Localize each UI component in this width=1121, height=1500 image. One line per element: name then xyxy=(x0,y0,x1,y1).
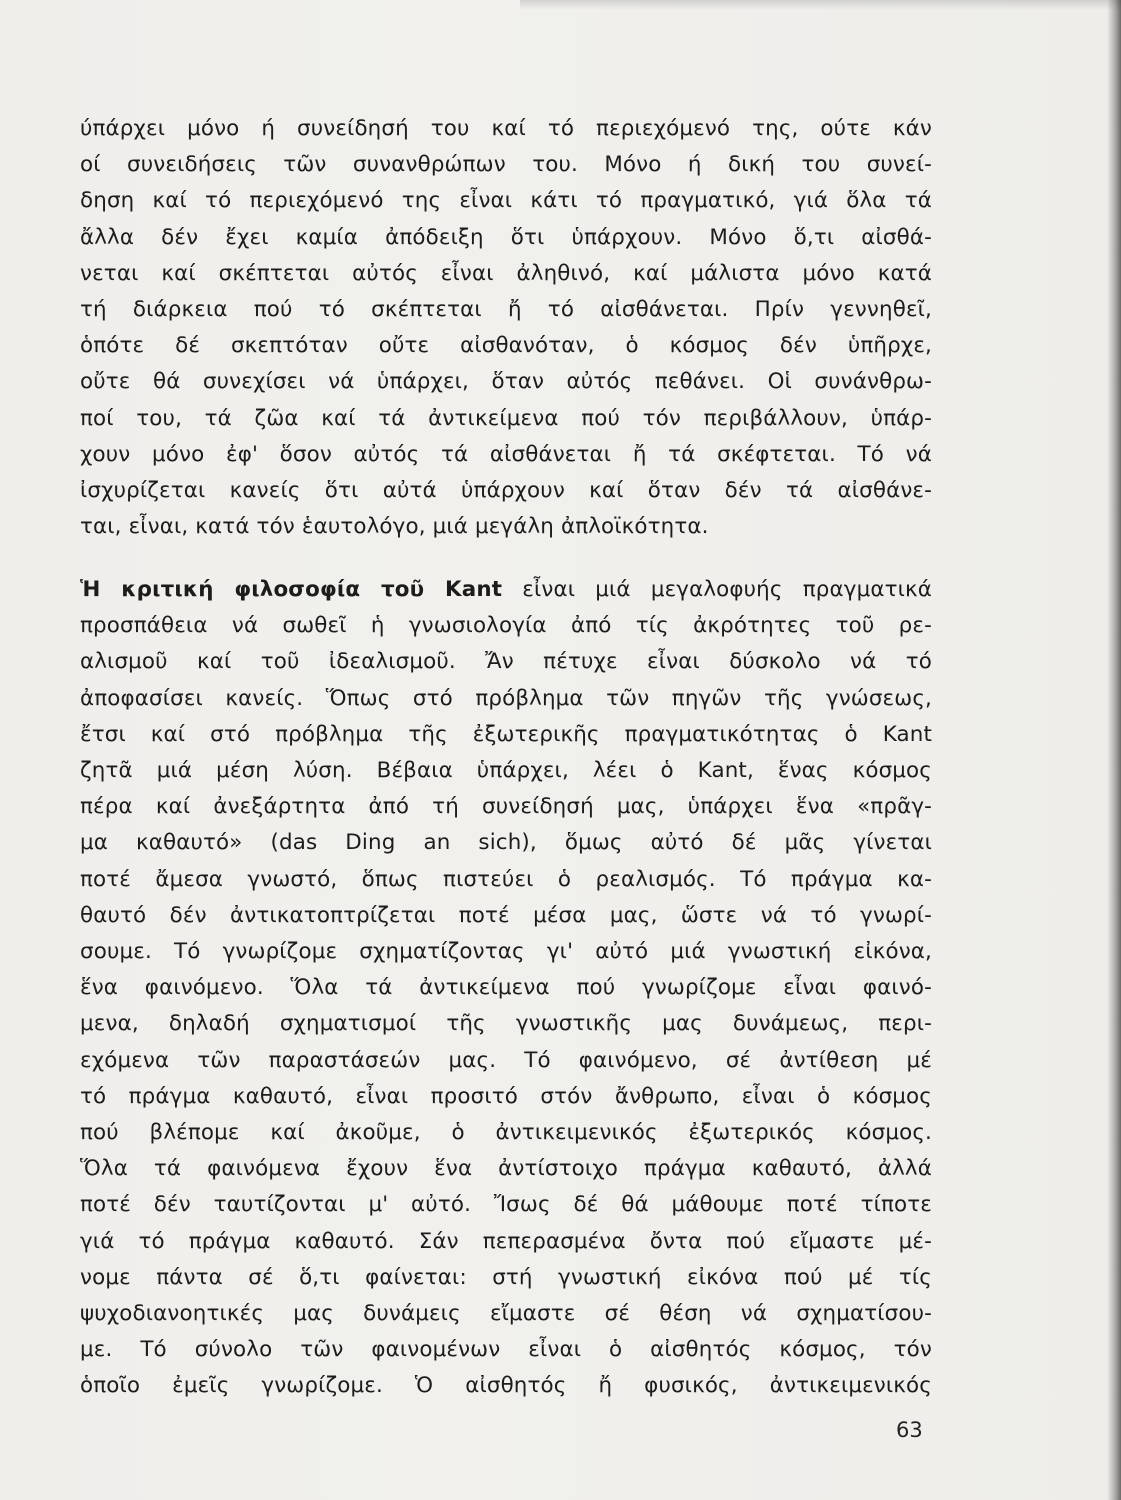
paragraph-1-line: οί συνειδήσεις τῶν συνανθρώπων του. Μόνο ή δική του συνεί- xyxy=(80,152,932,178)
paragraph-2-line: ζητᾶ μιά μέση λύση. Βέβαια ὑπάρχει, λέει ὁ Kant, ἕνας κόσμος xyxy=(80,758,932,784)
paragraph-1-line: νεται καί σκέπτεται αὐτός εἶναι ἀληθινό, καί μάλιστα μόνο κατά xyxy=(80,260,932,286)
paragraph-1-line: ποί του, τά ζῶα καί τά ἀντικείμενα πού τόν περιβάλλουν, ὑπάρ- xyxy=(80,405,932,431)
paragraph-2-line: αλισμοῦ καί τοῦ ἰδεαλισμοῦ. Ἄν πέτυχε εἶναι δύσκολο νά τό xyxy=(80,649,932,675)
page-number: 63 xyxy=(896,1418,923,1442)
paragraph-2-line: τό πράγμα καθαυτό, εἶναι προσιτό στόν ἄνθρωπο, εἶναι ὁ κόσμος xyxy=(80,1083,932,1109)
paragraph-1-line: οὔτε θά συνεχίσει νά ὑπάρχει, ὅταν αὐτός πεθάνει. Οἱ συνάνθρω- xyxy=(80,369,932,395)
paragraph-1-line: δηση καί τό περιεχόμενό της εἶναι κάτι τό πραγματικό, γιά ὅλα τά xyxy=(80,188,932,214)
paragraph-2-line: ἀποφασίσει κανείς. Ὅπως στό πρόβλημα τῶν πηγῶν τῆς γνώσεως, xyxy=(80,685,932,711)
paragraph-2-first-line xyxy=(80,572,932,608)
page-edge-shadow xyxy=(1107,0,1121,1500)
section-lead-heading: Ἡ κριτική φιλοσοφία τοῦ Kant xyxy=(80,577,503,602)
paragraph-2-line: πέρα καί ἀνεξάρτητα ἀπό τή συνείδησή μας, ὑπάρχει ἕνα «πρᾶγ- xyxy=(80,794,932,820)
paragraph-1 xyxy=(80,111,932,545)
paragraph-1-line: ἄλλα δέν ἔχει καμία ἀπόδειξη ὅτι ὑπάρχουν. Μόνο ὅ,τι αἰσθά- xyxy=(80,224,932,250)
paragraph-2-line: μα καθαυτό» (das Ding an sich), ὅμως αὐτό δέ μᾶς γίνεται xyxy=(80,830,932,856)
paragraph-2-line: ψυχοδιανοητικές μας δυνάμεις εἴμαστε σέ θέση νά σχηματίσου- xyxy=(80,1301,932,1327)
paragraph-2-line: σουμε. Τό γνωρίζομε σχηματίζοντας γι' αὐτό μιά γνωστική εἰκόνα, xyxy=(80,939,932,965)
paragraph-2 xyxy=(80,572,932,1405)
paragraph-1-line: ύπάρχει μόνο ή συνείδησή του καί τό περιεχόμενό της, ούτε κάν xyxy=(80,116,932,141)
paragraph-2-line: μενα, δηλαδή σχηματισμοί τῆς γνωστικῆς μας δυνάμεως, περι- xyxy=(80,1011,932,1037)
paragraph-2-line: εχόμενα τῶν παραστάσεών μας. Τό φαινόμενο, σέ ἀντίθεση μέ xyxy=(80,1047,932,1073)
paragraph-2-line: ἔτσι καί στό πρόβλημα τῆς ἐξωτερικῆς πραγματικότητας ὁ Kant xyxy=(80,721,932,747)
paragraph-2-line: ποτέ δέν ταυτίζονται μ' αὐτό. Ἴσως δέ θά μάθουμε ποτέ τίποτε xyxy=(80,1192,932,1218)
paragraph-2-line: ὁποῖο ἐμεῖς γνωρίζομε. Ὁ αἰσθητός ἤ φυσικός, ἀντικειμενικός xyxy=(80,1373,932,1399)
paragraph-1-line: τή διάρκεια πού τό σκέπτεται ἤ τό αἰσθάνεται. Πρίν γεννηθεῖ, xyxy=(80,297,932,323)
paragraph-1-line: ἰσχυρίζεται κανείς ὅτι αὐτά ὑπάρχουν καί ὅταν δέν τά αἰσθάνε- xyxy=(80,478,932,504)
paragraph-2-line: γιά τό πράγμα καθαυτό. Σάν πεπερασμένα ὄντα πού εἴμαστε μέ- xyxy=(80,1228,932,1254)
paragraph-1-line: ται, εἶναι, κατά τόν ἑαυτολόγο, μιά μεγάλη ἀπλοϊκότητα. xyxy=(80,514,709,540)
paragraph-2-line: Ὅλα τά φαινόμενα ἔχουν ἕνα ἀντίστοιχο πράγμα καθαυτό, ἀλλά xyxy=(80,1156,932,1182)
top-edge-shadow xyxy=(520,0,1121,10)
paragraph-2-line: προσπάθεια νά σωθεῖ ἡ γνωσιολογία ἀπό τίς ἀκρότητες τοῦ ρε- xyxy=(80,613,932,639)
paragraph-1-line: ὁπότε δέ σκεπτόταν οὔτε αἰσθανόταν, ὁ κόσμος δέν ὑπῆρχε, xyxy=(80,333,932,359)
paragraph-2-line: με. Τό σύνολο τῶν φαινομένων εἶναι ὁ αἰσθητός κόσμος, τόν xyxy=(80,1337,932,1363)
paragraph-2-line: πού βλέπομε καί ἀκοῦμε, ὁ ἀντικειμενικός ἐξωτερικός κόσμος. xyxy=(80,1120,932,1146)
paragraph-2-line: ποτέ ἄμεσα γνωστό, ὅπως πιστεύει ὁ ρεαλισμός. Τό πράγμα κα- xyxy=(80,866,932,892)
paragraph-2-first-line-text: εἶναι μιά μεγαλοφυής πραγματικά xyxy=(502,577,932,602)
paragraph-2-line: ἕνα φαινόμενο. Ὅλα τά ἀντικείμενα πού γνωρίζομε εἶναι φαινό- xyxy=(80,975,932,1001)
paragraph-2-line: νομε πάντα σέ ὅ,τι φαίνεται: στή γνωστική εἰκόνα πού μέ τίς xyxy=(80,1264,932,1290)
paragraph-2-line: θαυτό δέν ἀντικατοπτρίζεται ποτέ μέσα μας, ὥστε νά τό γνωρί- xyxy=(80,902,932,928)
paragraph-1-line: χουν μόνο ἐφ' ὅσον αὐτός τά αἰσθάνεται ἤ τά σκέφτεται. Τό νά xyxy=(80,441,932,467)
